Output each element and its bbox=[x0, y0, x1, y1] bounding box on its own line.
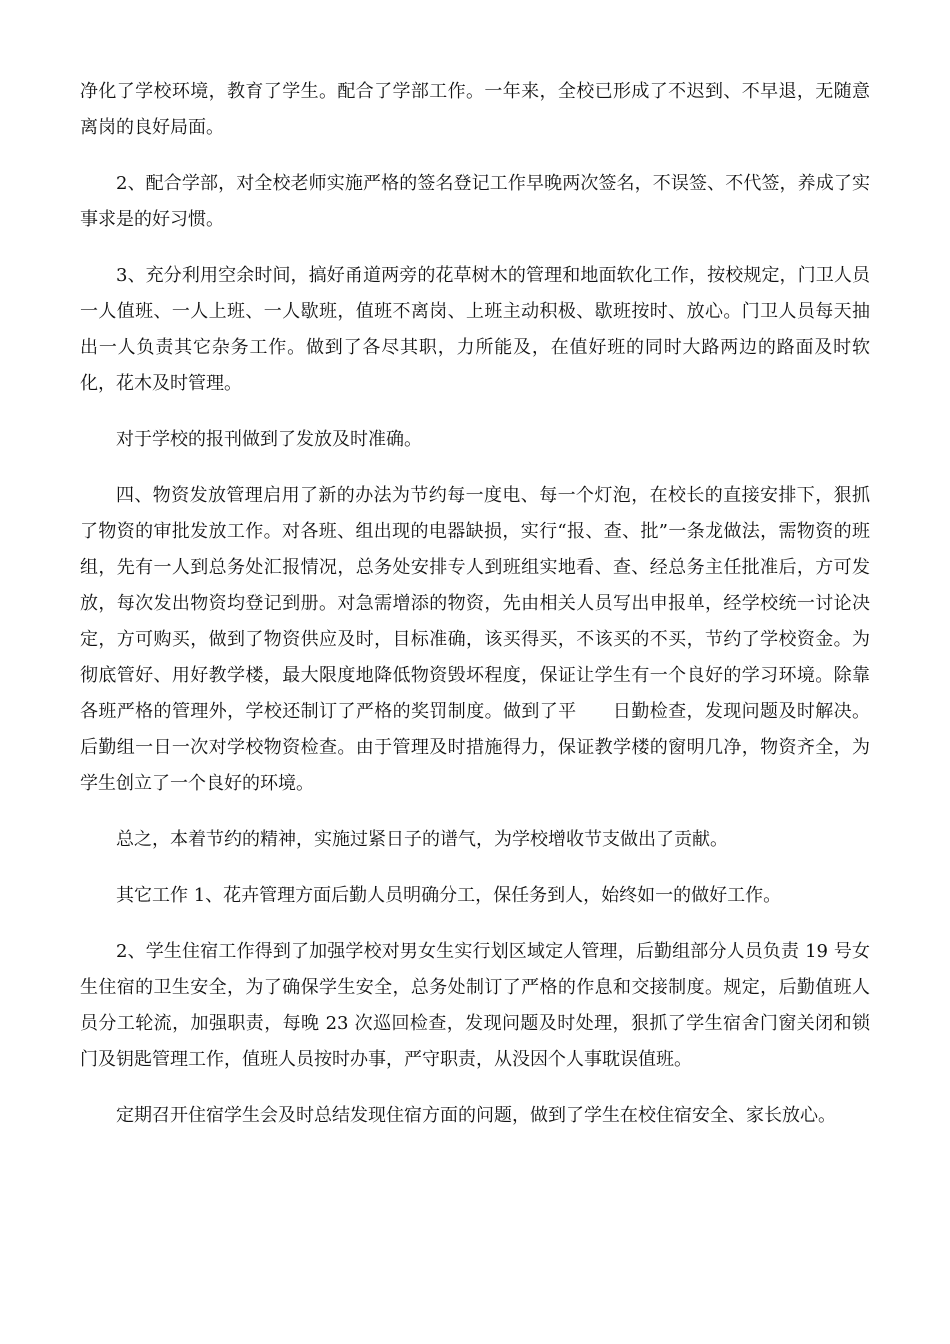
paragraph-other-work: 其它工作 1、花卉管理方面后勤人员明确分工，保任务到人，始终如一的做好工作。 bbox=[116, 885, 782, 906]
paragraph-dormitory: 2、学生住宿工作得到了加强学校对男女生实行划区域定人管理，后勤组部分人员负责 19 号女生住宿的卫生安全，为了确保学生安全，总务处制订了严格的作息和交接制度。规定，后勤值班人员分工轮流，加强职责，每晚 23 次巡回检查，发现问题及时处理，狠抓了学生宿舍门窗关闭和锁门及钥匙管理工作，值班人员按时办事，严守职责，从没因个人事耽误值班。 bbox=[80, 941, 870, 1070]
paragraph-materials-part2: 日勤检查，发现问题及时解决。后勤组一日一次对学校物资检查。由于管理及时措施得力，保证教学楼的窗明几净，物资齐全，为学生创立了一个良好的环境。 bbox=[80, 701, 871, 794]
document-body bbox=[80, 74, 870, 1154]
paragraph-guard-duty: 3、充分利用空余时间，搞好甬道两旁的花草树木的管理和地面软化工作，按校规定，门卫人员一人值班、一人上班、一人歇班，值班不离岗、上班主动积极、歇班按时、放心。门卫人员每天抽出一人负责其它杂务工作。做到了各尽其职，力所能及，在值好班的同时大路两边的路面及时软化，花木及时管理。 bbox=[80, 265, 870, 394]
paragraph-dorm-meeting: 定期召开住宿学生会及时总结发现住宿方面的问题，做到了学生在校住宿安全、家长放心。 bbox=[116, 1105, 836, 1126]
paragraph-signin: 2、配合学部，对全校老师实施严格的签名登记工作早晚两次签名，不误签、不代签，养成了实事求是的好习惯。 bbox=[80, 173, 870, 230]
paragraph-materials-part1: 四、物资发放管理启用了新的办法为节约每一度电、每一个灯泡，在校长的直接安排下，狠抓了物资的审批发放工作。对各班、组出现的电器缺损，实行“报、查、批”一条龙做法，需物资的班组，先有一人到总务处汇报情况，总务处安排专人到班组实地看、查、经总务主任批准后，方可发放，每次发出物资均登记到册。对急需增添的物资，先由相关人员写出申报单，经学校统一讨论决定，方可购买，做到了物资供应及时，目标准确，该买得买，不该买的不买，节约了学校资金。为彻底管好、用好教学楼，最大限度地降低物资毁坏程度，保证让学生有一个良好的学习环境。除靠各班严格的管理外，学校还制订了严格的奖罚制度。做到了平 bbox=[80, 485, 870, 722]
paragraph-summary: 总之，本着节约的精神，实施过紧日子的谱气，为学校增收节支做出了贡献。 bbox=[116, 829, 728, 850]
paragraph-continuation: 净化了学校环境，教育了学生。配合了学部工作。一年来，全校已形成了不迟到、不早退，无随意离岗的良好局面。 bbox=[80, 81, 870, 138]
paragraph-materials bbox=[80, 478, 870, 802]
paragraph-newspapers: 对于学校的报刊做到了发放及时准确。 bbox=[116, 429, 422, 450]
